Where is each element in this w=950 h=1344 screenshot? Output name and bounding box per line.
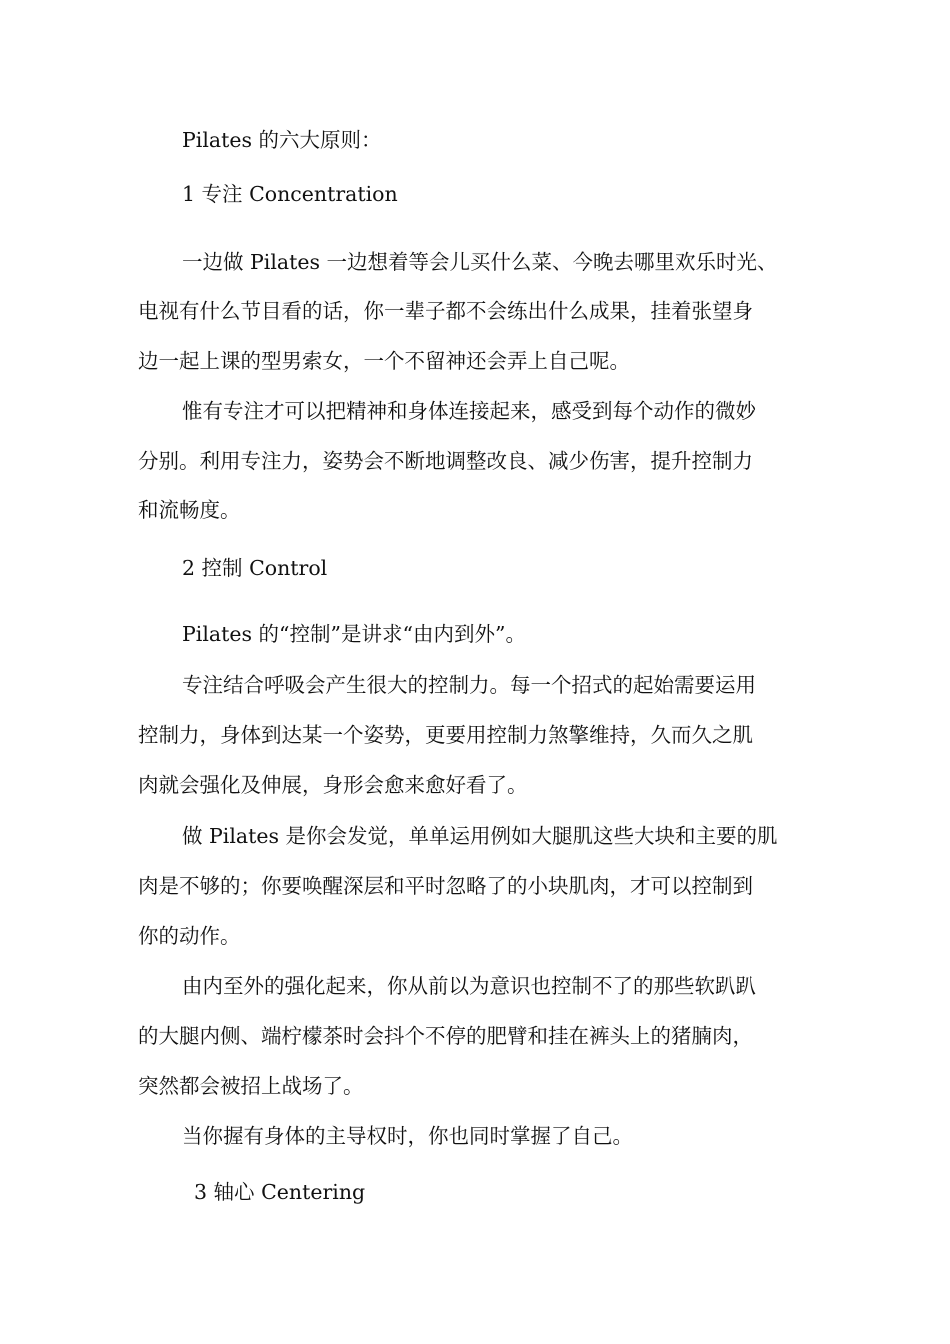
paragraph-5-line-3: 你的动作。 (138, 924, 241, 948)
paragraph-5-line-1: 做 Pilates 是你会发觉，单单运用例如大腿肌这些大块和主要的肌 (182, 824, 778, 848)
section-1-title: 1 专注 Concentration (182, 182, 398, 206)
paragraph-4-line-1: 专注结合呼吸会产生很大的控制力。每一个招式的起始需要运用 (182, 673, 756, 697)
section-3-title: 3 轴心 Centering (194, 1180, 366, 1204)
paragraph-4-line-3: 肉就会强化及伸展，身形会愈来愈好看了。 (138, 773, 528, 797)
paragraph-5-line-2: 肉是不够的；你要唤醒深层和平时忽略了的小块肌肉，才可以控制到 (138, 874, 753, 898)
paragraph-1-line-1: 一边做 Pilates 一边想着等会儿买什么菜、今晚去哪里欢乐时光、 (182, 250, 778, 274)
paragraph-1-line-2: 电视有什么节目看的话，你一辈子都不会练出什么成果，挂着张望身 (138, 299, 753, 323)
paragraph-1-line-3: 边一起上课的型男索女，一个不留神还会弄上自己呢。 (138, 349, 630, 373)
paragraph-7-line-1: 当你握有身体的主导权时，你也同时掌握了自己。 (182, 1124, 633, 1148)
section-2-title: 2 控制 Control (182, 556, 328, 580)
paragraph-2-line-3: 和流畅度。 (138, 498, 241, 522)
paragraph-2-line-1: 惟有专注才可以把精神和身体连接起来，感受到每个动作的微妙 (182, 399, 756, 423)
paragraph-6-line-1: 由内至外的强化起来，你从前以为意识也控制不了的那些软趴趴 (182, 974, 756, 998)
paragraph-6-line-3: 突然都会被招上战场了。 (138, 1074, 364, 1098)
paragraph-4-line-2: 控制力，身体到达某一个姿势，更要用控制力煞擎维持，久而久之肌 (138, 723, 753, 747)
document-heading: Pilates 的六大原则： (182, 128, 382, 152)
paragraph-2-line-2: 分别。利用专注力，姿势会不断地调整改良、减少伤害，提升控制力 (138, 449, 753, 473)
paragraph-6-line-2: 的大腿内侧、端柠檬茶时会抖个不停的肥臂和挂在裤头上的猪腩肉， (138, 1024, 753, 1048)
paragraph-3-line-1: Pilates 的“控制”是讲求“由内到外”。 (182, 622, 526, 646)
